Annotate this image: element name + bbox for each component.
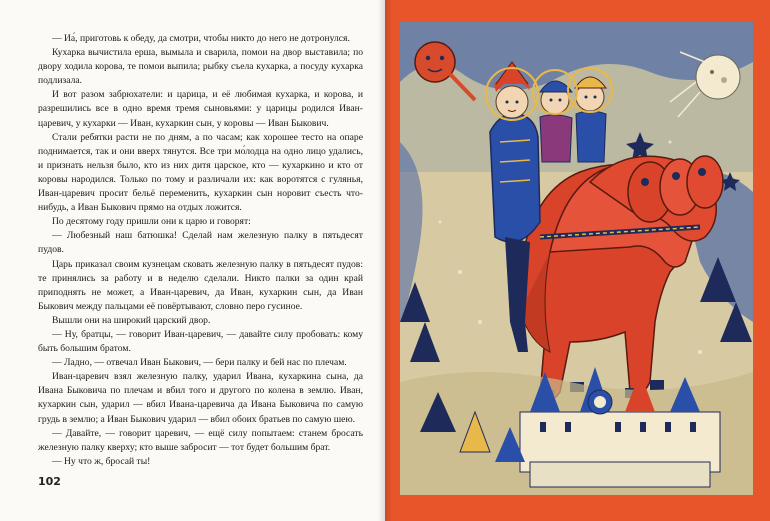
paragraph: По десятому году пришли они к царю и говорят: — [52, 216, 251, 228]
paragraph: Царь приказал своим кузнецам сковать железную палку в пятьдесят пудов: те принялись за работу и в неделю сделали. Никто палки за один край приподнять не может, а Иван-царевич, да Иван, кухаркин сын, да Иван Быкович между пальцами её повёртывают, словно перо гусиное. — [38, 258, 363, 312]
book-gutter — [378, 0, 392, 521]
paragraph: Вышли они на широкий царский двор. — [52, 314, 211, 326]
page-number: 102 — [38, 475, 61, 488]
paragraph: — Ну, братцы, — говорит Иван-царевич, — давайте силу пробовать: кому быть большим братом. — [38, 328, 363, 355]
paragraph: Иван-царевич взял железную палку, ударил Ивана, кухаркина сына, да Ивана Быковича по плечам и вбил того и другого по колена в землю. Иван, кухаркин сын, ударил — вбил Ивана-царевича да Ивана Быковича по самую грудь в землю; а Иван Быкович ударил — вбил обоих братьев по самую шею. — [38, 371, 363, 425]
paragraph: — Любезный наш батюшка! Сделай нам железную палку в пятьдесят пудов. — [38, 230, 363, 256]
paragraph: — Ладно, — отвечал Иван Быкович, — бери палку и бей нас по плечам. — [52, 357, 347, 369]
illustration-three-riders — [400, 22, 753, 495]
paragraph: — Давайте, — говорит царевич, — ещё силу попытаем: станем бросать железную палку кверху; кто выше забросит — тот будет большим брат. — [38, 427, 363, 453]
story-text — [38, 32, 363, 469]
right-page — [385, 0, 770, 521]
paragraph: Кухарка вычистила ерша, вымыла и сварила, помои на двор выставила; по двору ходила корова, те помои выпила; рыбку съела кухарка, а посуду кухарка подлизала. — [38, 47, 363, 87]
paragraph: Стали ребятки расти не по дням, а по часам; как хорошее тесто на опаре поднимается, так и они вверх тянутся. Все три мо́лодца на одно лицо удались, и признать нельзя было, кто из них дитя царское, кто — кухаркино и кто от коровы народился. Только по тому и различали их: как воротятся с гулянья, Иван-царевич просит бельё переменить, кухаркин сын норовит съесть что-нибудь, а Иван Быкович прямо на отдых ложится. — [38, 131, 363, 214]
paragraph: — Ну что ж, бросай ты! — [52, 455, 151, 467]
paragraph: — Иа́, приготовь к обеду, да смотри, чтобы никто до него не дотронулся. — [52, 33, 350, 44]
paragraph: И вот разом забрюхатели: и царица, и её любимая кухарка, и корова, и разрешились все в одно время тремя сыновьями: у царицы родился Иван-царевич, у кухарки — Иван, кухаркин сын, у коровы — Иван Быкович. — [38, 89, 363, 129]
